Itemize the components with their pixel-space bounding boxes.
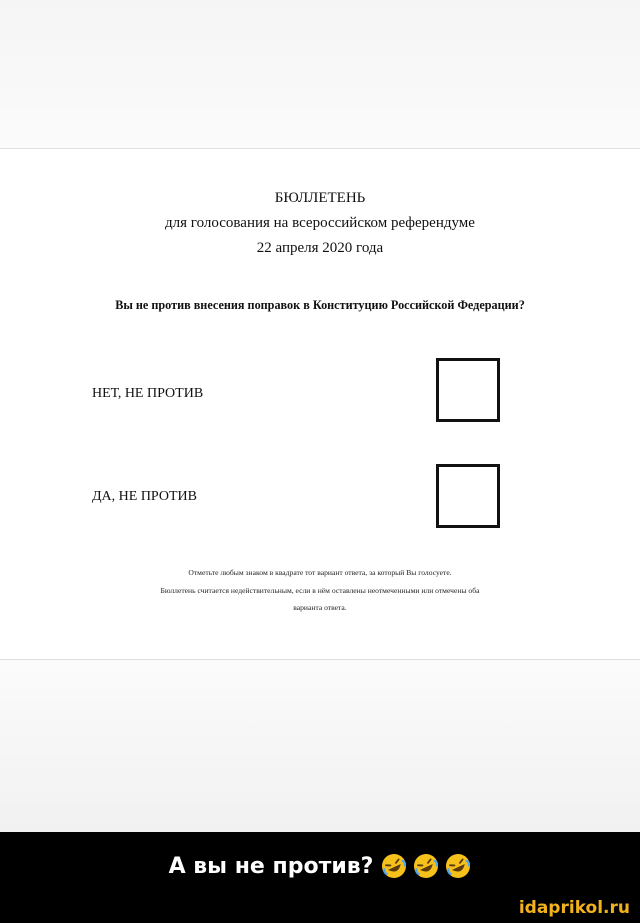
bottom-background [0, 660, 640, 832]
instruction-line-3: варианта ответа. [293, 603, 347, 612]
ballot-subtitle: для голосования на всероссийском референдуме [165, 215, 475, 231]
rolling-on-floor-laughing-icon [413, 853, 439, 879]
top-background [0, 0, 640, 148]
rolling-on-floor-laughing-icon [445, 853, 471, 879]
option-no-label: НЕТ, НЕ ПРОТИВ [92, 386, 204, 401]
instruction-line-1: Отметьте любым знаком в квадрате тот вариант ответа, за который Вы голосуете. [188, 568, 452, 577]
option-no-checkbox[interactable] [436, 358, 500, 422]
watermark-link[interactable]: idaprikol.ru [518, 898, 630, 918]
ballot-title: БЮЛЛЕТЕНЬ [274, 190, 366, 206]
caption [0, 848, 640, 884]
option-yes-label: ДА, НЕ ПРОТИВ [92, 489, 197, 504]
ballot-question: Вы не против внесения поправок в Конституцию Российской Федерации? [115, 298, 525, 312]
option-yes-checkbox[interactable] [436, 464, 500, 528]
rolling-on-floor-laughing-icon [381, 853, 407, 879]
ballot-date: 22 апреля 2020 года [256, 240, 384, 256]
caption-text: А вы не против? [168, 853, 374, 879]
instruction-line-2: Бюллетень считается недействительным, если в нём оставлены неотмеченными или отмечены оба [160, 586, 480, 595]
